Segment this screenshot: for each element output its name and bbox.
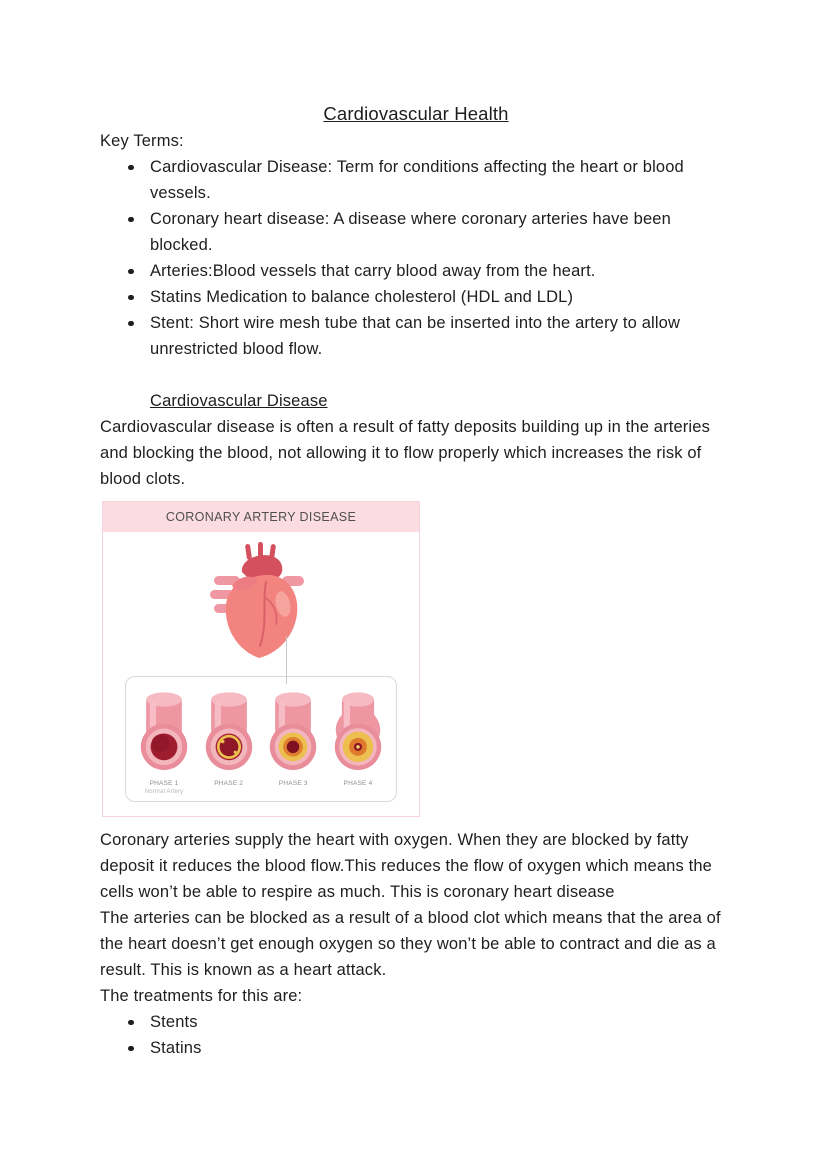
artery-phase-4-icon bbox=[333, 686, 383, 772]
list-item: Cardiovascular Disease: Term for conditions affecting the heart or blood vessels. bbox=[150, 154, 732, 206]
artery-phases-panel bbox=[125, 676, 397, 802]
paragraph-oxygen-supply: Coronary arteries supply the heart with oxygen. When they are blocked by fatty deposit it reduces the blood flow.This reduces the flow of oxygen which means the cells won’t be able to respire as much. This is coronary heart disease bbox=[100, 831, 712, 901]
phase-label: PHASE 4 bbox=[343, 780, 373, 787]
artery-phase-2-icon bbox=[204, 686, 254, 772]
key-terms-heading: Key Terms: bbox=[100, 132, 184, 150]
artery-phase-4 bbox=[330, 686, 386, 796]
page-title: Cardiovascular Health bbox=[323, 103, 509, 124]
coronary-artery-disease-figure bbox=[102, 501, 420, 817]
heart-illustration-wrap bbox=[103, 542, 419, 662]
treatments-heading: The treatments for this are: bbox=[100, 987, 303, 1005]
artery-phase-3-icon bbox=[268, 686, 318, 772]
artery-phase-3 bbox=[265, 686, 321, 796]
artery-phase-1 bbox=[136, 686, 192, 796]
artery-phase-2 bbox=[201, 686, 257, 796]
section-heading: Cardiovascular Disease bbox=[150, 392, 328, 410]
figure-body bbox=[103, 532, 419, 816]
phase-label: PHASE 1 bbox=[149, 780, 179, 787]
list-item: Statins bbox=[150, 1035, 732, 1061]
list-item: Stent: Short wire mesh tube that can be inserted into the artery to allow unrestricted blood flow. bbox=[150, 310, 732, 362]
phase-sublabel: Normal Artery bbox=[144, 789, 184, 795]
phase-label: PHASE 3 bbox=[278, 780, 308, 787]
heart-icon bbox=[186, 542, 336, 662]
figure-title: CORONARY ARTERY DISEASE bbox=[103, 502, 419, 532]
treatments-list bbox=[100, 1009, 732, 1061]
list-item: Arteries:Blood vessels that carry blood away from the heart. bbox=[150, 258, 732, 284]
artery-phase-1-icon bbox=[139, 686, 189, 772]
paragraph-cad-intro: Cardiovascular disease is often a result of fatty deposits building up in the arteries and blocking the blood, not allowing it to flow properly which increases the risk of blood clots. bbox=[100, 418, 710, 488]
list-item: Coronary heart disease: A disease where coronary arteries have been blocked. bbox=[150, 206, 732, 258]
list-item: Stents bbox=[150, 1009, 732, 1035]
paragraph-blockage-heart-attack: The arteries can be blocked as a result of a blood clot which means that the area of the heart doesn’t get enough oxygen so they won’t be able to contract and die as a result. This is known as a heart attack. bbox=[100, 909, 721, 979]
list-item: Statins Medication to balance cholesterol (HDL and LDL) bbox=[150, 284, 732, 310]
document-content bbox=[100, 100, 732, 1061]
key-terms-list bbox=[100, 154, 732, 362]
phase-label: PHASE 2 bbox=[214, 780, 244, 787]
callout-line bbox=[286, 636, 287, 684]
